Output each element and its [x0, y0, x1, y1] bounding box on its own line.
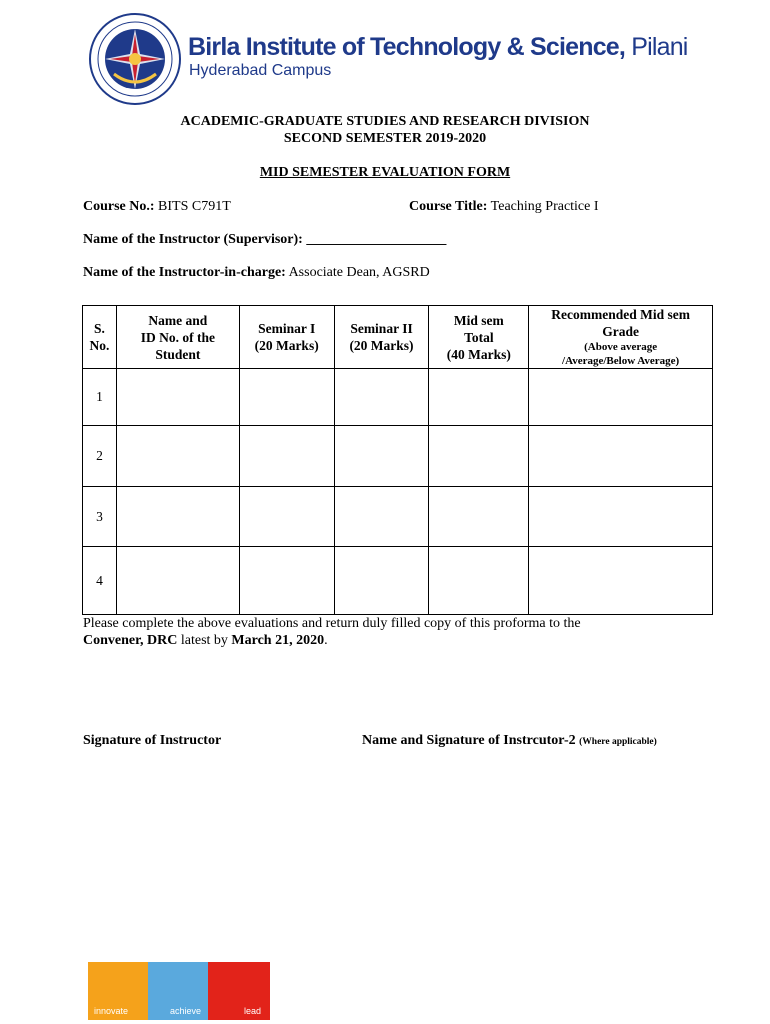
grade-cell[interactable] [529, 487, 713, 547]
instructions-note: Please complete the above evaluations and return duly filled copy of this proforma to the Convener, DRC latest by March 21, 2020. [83, 616, 581, 648]
seminar-2-cell[interactable] [334, 547, 429, 615]
evaluation-table [82, 305, 713, 615]
incharge-field [83, 265, 430, 281]
form-title: MID SEMESTER EVALUATION FORM [259, 165, 511, 180]
achieve-block: achieve [148, 962, 208, 1020]
row-number: 1 [83, 369, 117, 426]
seminar-1-cell[interactable] [239, 369, 334, 426]
header-total: Mid sem Total (40 Marks) [429, 306, 529, 369]
total-cell[interactable] [429, 426, 529, 487]
total-cell[interactable] [429, 487, 529, 547]
footer-brand-strip [88, 962, 270, 1020]
course-title-label: Course Title: [409, 199, 488, 214]
course-no-value: BITS C791T [158, 199, 231, 214]
header-student: Name and ID No. of the Student [116, 306, 239, 369]
table-row [83, 369, 713, 426]
header-sno: S. No. [83, 306, 117, 369]
grade-cell[interactable] [529, 426, 713, 487]
incharge-value: Associate Dean, AGSRD [288, 265, 430, 280]
seminar-2-cell[interactable] [334, 426, 429, 487]
grade-cell[interactable] [529, 369, 713, 426]
instructor-signature-label: Signature of Instructor [83, 733, 222, 748]
table-header-row [83, 306, 713, 369]
total-cell[interactable] [429, 369, 529, 426]
student-cell[interactable] [116, 426, 239, 487]
instructor-blank[interactable]: ____________________ [306, 232, 447, 247]
institute-name: Birla Institute of Technology & Science, Pilani [188, 33, 688, 61]
seminar-1-cell[interactable] [239, 487, 334, 547]
course-title-value: Teaching Practice I [490, 199, 599, 214]
seminar-2-cell[interactable] [334, 369, 429, 426]
instructor-field [83, 232, 446, 248]
header-seminar-1: Seminar I (20 Marks) [239, 306, 334, 369]
student-cell[interactable] [116, 369, 239, 426]
institute-crest-logo [88, 12, 182, 106]
course-title-field [409, 199, 599, 215]
campus-name: Hyderabad Campus [189, 62, 332, 79]
instructor2-signature-label: Name and Signature of Instrcutor-2 (Where applicable) [362, 733, 657, 748]
header-grade: Recommended Mid sem Grade (Above average /Average/Below Average) [529, 306, 713, 369]
seminar-1-cell[interactable] [239, 547, 334, 615]
table-row [83, 426, 713, 487]
student-cell[interactable] [116, 547, 239, 615]
total-cell[interactable] [429, 547, 529, 615]
semester-title: SECOND SEMESTER 2019-2020 [283, 131, 487, 146]
instructor-label: Name of the Instructor (Supervisor): [83, 232, 303, 247]
division-title: ACADEMIC-GRADUATE STUDIES AND RESEARCH DIVISION [180, 114, 590, 129]
row-number: 3 [83, 487, 117, 547]
table-row [83, 547, 713, 615]
row-number: 2 [83, 426, 117, 487]
seminar-2-cell[interactable] [334, 487, 429, 547]
table-row [83, 487, 713, 547]
lead-block: lead [208, 962, 270, 1020]
innovate-block: innovate [88, 962, 148, 1020]
course-no-field [83, 199, 231, 215]
incharge-label: Name of the Instructor-in-charge: [83, 265, 286, 280]
applicability-note: (Where applicable) [579, 737, 657, 747]
row-number: 4 [83, 547, 117, 615]
header-seminar-2: Seminar II (20 Marks) [334, 306, 429, 369]
deadline-text: March 21, 2020 [231, 633, 325, 648]
grade-cell[interactable] [529, 547, 713, 615]
course-no-label: Course No.: [83, 199, 155, 214]
seminar-1-cell[interactable] [239, 426, 334, 487]
convener-text: Convener, DRC [83, 633, 178, 648]
student-cell[interactable] [116, 487, 239, 547]
